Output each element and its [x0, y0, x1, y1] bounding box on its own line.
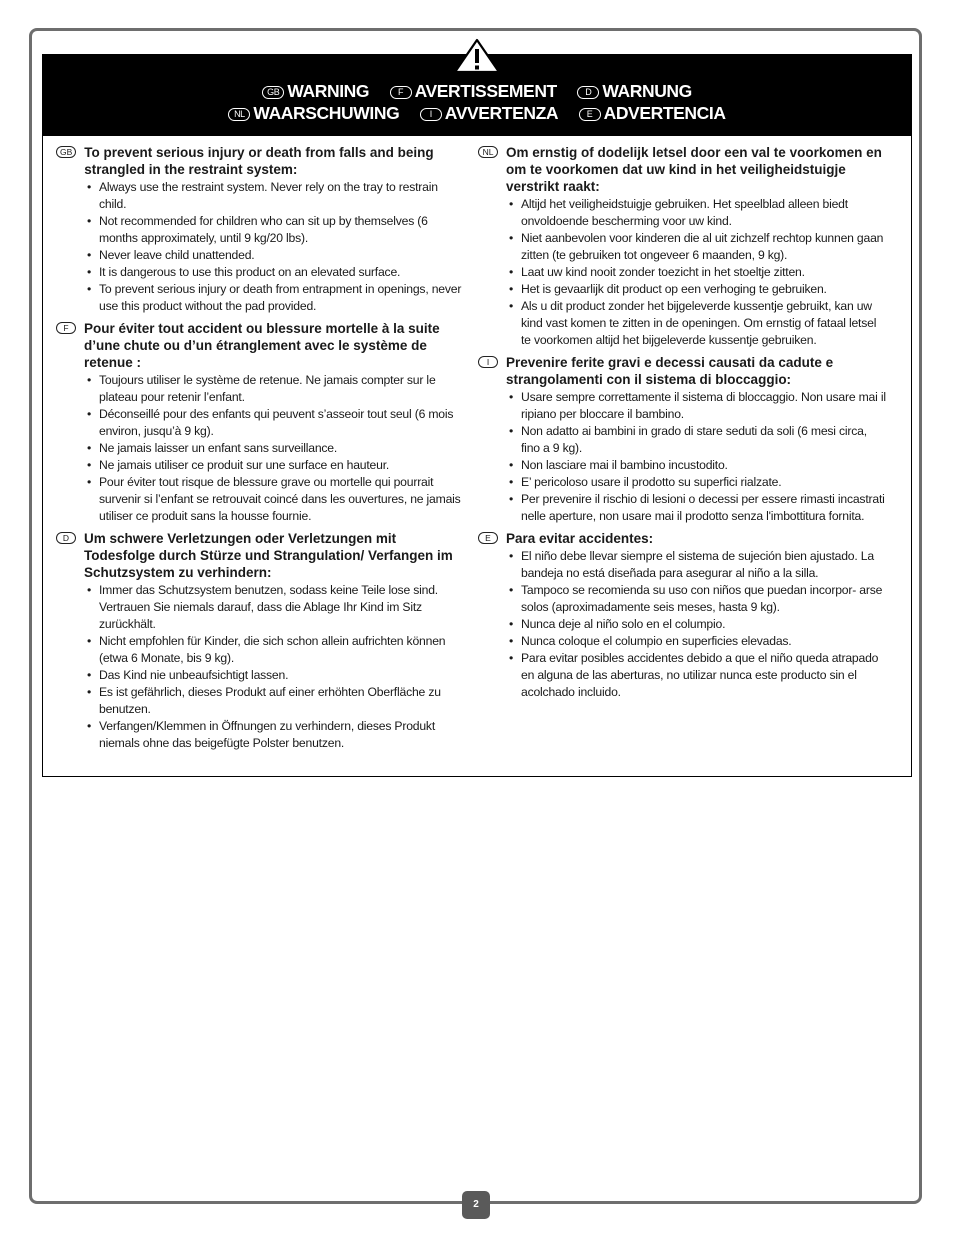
warning-item: • Non lasciare mai il bambino incustodito.: [509, 457, 888, 474]
section-title: To prevent serious injury or death from falls and being strangled in the restraint system:: [84, 145, 434, 177]
header-item-nl: [228, 103, 399, 124]
warning-item: • It is dangerous to use this product on an elevated surface.: [87, 264, 466, 281]
warning-item: • Never leave child unattended.: [87, 247, 466, 264]
right-column: [478, 144, 888, 706]
header-label-nl: WAARSCHUWING: [253, 103, 400, 123]
warning-item: • Niet aanbevolen voor kinderen die al uit zichzelf rechtop kunnen gaan zitten (te gebruiken tot ongeveer 6 maanden, 9 kg).: [509, 230, 888, 264]
warning-item: • Ne jamais laisser un enfant sans surveillance.: [87, 440, 466, 457]
header-item-f: [390, 81, 557, 102]
warning-item: • To prevent serious injury or death from entrapment in openings, never use this product without the pad provided.: [87, 281, 466, 315]
section-heading: [56, 320, 466, 371]
warning-item: • Toujours utiliser le système de retenue. Ne jamais compter sur le plateau pour retenir l’enfant.: [87, 372, 466, 406]
section-title: Prevenire ferite gravi e decessi causati da cadute e strangolamenti con il sistema di bloccaggio:: [506, 355, 834, 387]
page-number: 2: [462, 1191, 490, 1219]
section-heading: [478, 144, 888, 195]
section-title: Um schwere Verletzungen oder Verletzungen mit Todesfolge durch Stürze und Strangulation/ Verfangen im Schutzsystem zu verhindern:: [84, 531, 453, 580]
warning-item: • El niño debe llevar siempre el sistema de sujeción bien ajustado. La bandeja no está diseñada para asegurar al niño a la silla.: [509, 548, 888, 582]
warning-item: • Déconseillé pour des enfants qui peuvent s’asseoir tout seul (6 mois environ, jusqu’à 9 kg).: [87, 406, 466, 440]
warning-list: [509, 196, 888, 349]
warning-item: • Usare sempre correttamente il sistema di bloccaggio. Non usare mai il ripiano per bloccare il bambino.: [509, 389, 888, 423]
section-e: [478, 530, 888, 701]
section-gb: [56, 144, 466, 315]
language-badge: F: [56, 322, 76, 334]
section-nl: [478, 144, 888, 349]
warning-triangle-icon: [453, 38, 501, 74]
language-badge-d: D: [577, 86, 599, 99]
warning-item: • Das Kind nie unbeaufsichtigt lassen.: [87, 667, 466, 684]
warning-list: [87, 179, 466, 315]
header-label-f: AVERTISSEMENT: [414, 81, 557, 101]
language-badge-i: I: [420, 108, 442, 121]
header-row-2: [42, 103, 912, 124]
language-badge-e: E: [579, 108, 601, 121]
header-label-i: AVVERTENZA: [444, 103, 559, 123]
section-heading: [56, 530, 466, 581]
warning-list: [509, 548, 888, 701]
header-item-d: [577, 81, 692, 102]
header-item-e: [579, 103, 726, 124]
warning-item: • Non adatto ai bambini in grado di stare seduti da soli (6 mesi circa, fino a 9 kg).: [509, 423, 888, 457]
warning-list: [87, 582, 466, 752]
warning-item: • Es ist gefährlich, dieses Produkt auf einer erhöhten Oberfläche zu benutzen.: [87, 684, 466, 718]
warning-item: • Tampoco se recomienda su uso con niños que puedan incorpor- arse solos (aproximadamente seis meses, hasta 9 kg).: [509, 582, 888, 616]
section-i: [478, 354, 888, 525]
warning-item: • Pour éviter tout risque de blessure grave ou mortelle qui pourrait survenir si l’enfant se retrouvait coincé dans les ouvertures, ne jamais utiliser ce produit sans la housse fournie.: [87, 474, 466, 525]
language-badge: I: [478, 356, 498, 368]
language-badge: NL: [478, 146, 498, 158]
warning-item: • Nunca deje al niño solo en el columpio.: [509, 616, 888, 633]
warning-item: • Nunca coloque el columpio en superficies elevadas.: [509, 633, 888, 650]
warning-item: • Nicht empfohlen für Kinder, die sich schon allein aufrichten können (etwa 6 Monate, bis 9 kg).: [87, 633, 466, 667]
warning-item: • Always use the restraint system. Never rely on the tray to restrain child.: [87, 179, 466, 213]
section-title: Om ernstig of dodelijk letsel door een val te voorkomen en om te voorkomen dat uw kind in het veiligheidstuigje verstrikt raakt:: [506, 145, 882, 194]
section-d: [56, 530, 466, 752]
language-badge-f: F: [390, 86, 412, 99]
warning-item: • E’ pericoloso usare il prodotto su superfici rialzate.: [509, 474, 888, 491]
warning-item: • Verfangen/Klemmen in Öffnungen zu verhindern, dieses Produkt niemals ohne das beigefügte Polster benutzen.: [87, 718, 466, 752]
warning-item: • Not recommended for children who can sit up by themselves (6 months approximately, until 9 kg/20 lbs).: [87, 213, 466, 247]
section-title: Pour éviter tout accident ou blessure mortelle à la suite d’une chute ou d’un étranglement avec le système de retenue :: [84, 321, 440, 370]
section-f: [56, 320, 466, 525]
header-item-gb: [262, 81, 369, 102]
warning-item: • Als u dit product zonder het bijgeleverde kussentje gebruikt, kan uw kind vast komen te zitten in de openingen. Om ernstig of fataal letsel te voorkomen altijd het bijgeleverde kussentje gebruiken.: [509, 298, 888, 349]
header-label-e: ADVERTENCIA: [603, 103, 726, 123]
language-badge-gb: GB: [262, 86, 284, 99]
language-badge-nl: NL: [228, 108, 250, 121]
language-badge: GB: [56, 146, 76, 158]
warning-item: • Para evitar posibles accidentes debido a que el niño queda atrapado en alguna de las aberturas, no utilizar nunca este producto sin el acolchado incluido.: [509, 650, 888, 701]
header-item-i: [420, 103, 558, 124]
warning-item: • Het is gevaarlijk dit product op een verhoging te gebruiken.: [509, 281, 888, 298]
language-badge: E: [478, 532, 498, 544]
section-title: Para evitar accidentes:: [506, 531, 654, 546]
warning-item: • Altijd het veiligheidstuigje gebruiken. Het speelblad alleen biedt onvoldoende bescherming voor uw kind.: [509, 196, 888, 230]
left-column: [56, 144, 466, 757]
warning-list: [509, 389, 888, 525]
warning-item: • Immer das Schutzsystem benutzen, sodass keine Teile lose sind. Vertrauen Sie niemals darauf, dass die Ablage Ihr Kind im Sitz zurückhält.: [87, 582, 466, 633]
section-heading: [56, 144, 466, 178]
warning-item: • Ne jamais utiliser ce produit sur une surface en hauteur.: [87, 457, 466, 474]
header-row-1: [42, 81, 912, 102]
warning-item: • Per prevenire il rischio di lesioni o decessi per essere rimasti incastrati nelle aperture, non usare mai il prodotto senza l'imbottitura fornita.: [509, 491, 888, 525]
section-heading: [478, 354, 888, 388]
warning-list: [87, 372, 466, 525]
warning-item: • Laat uw kind nooit zonder toezicht in het stoeltje zitten.: [509, 264, 888, 281]
header-label-gb: WARNING: [287, 81, 370, 101]
section-heading: [478, 530, 888, 547]
header-label-d: WARNUNG: [602, 81, 692, 101]
language-badge: D: [56, 532, 76, 544]
warning-content: [42, 136, 912, 777]
